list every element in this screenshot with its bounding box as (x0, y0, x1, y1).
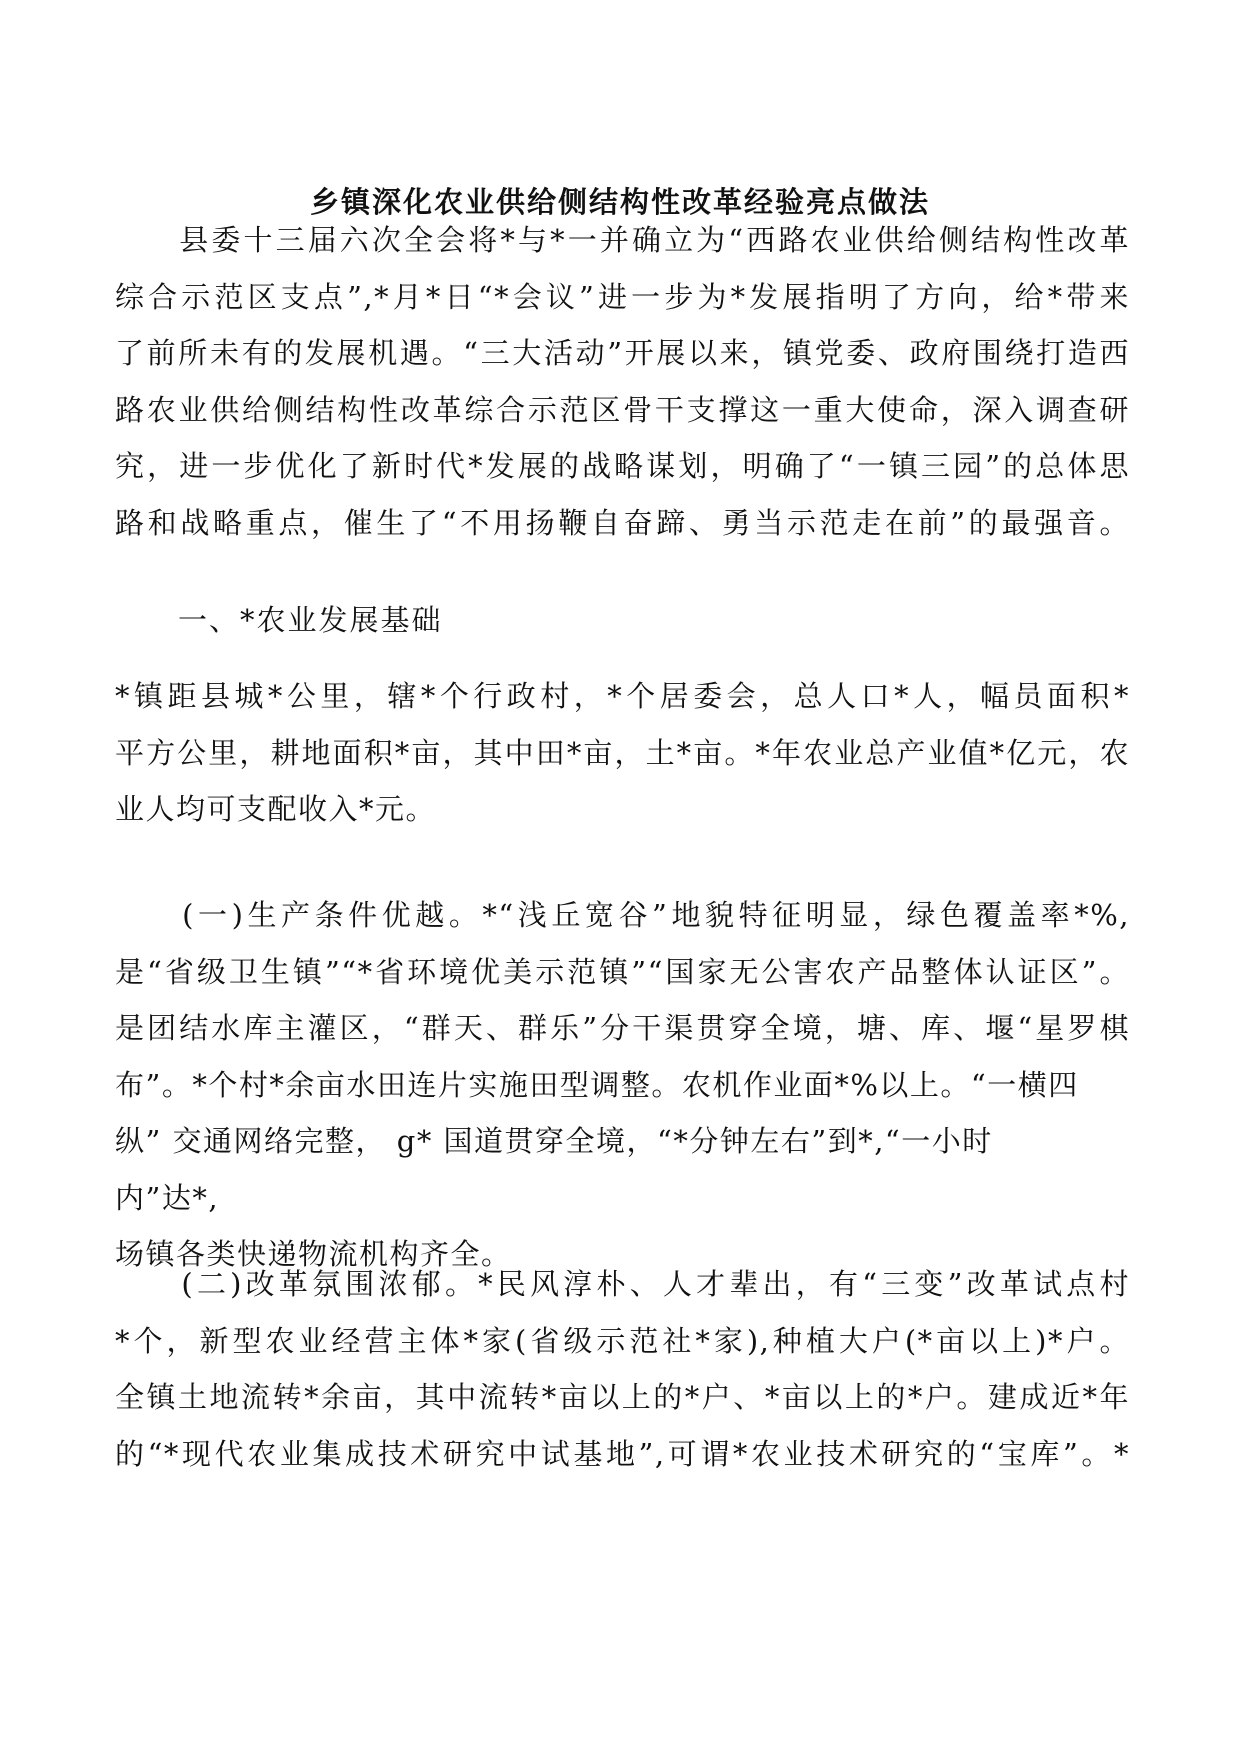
paragraph-line: 县委十三届六次全会将*与*一并确立为“西路农业供给侧结构性改革 (115, 223, 1130, 257)
paragraph-line: 了前所未有的发展机遇。“三大活动”开展以来，镇党委、政府围绕打造西 (115, 336, 1130, 370)
intro-paragraph (115, 212, 1130, 551)
paragraph-line: (二)改革氛围浓郁。*民风淳朴、人才辈出，有“三变”改革试点村 (115, 1267, 1130, 1301)
paragraph-line: 布”。*个村*余亩水田连片实施田型调整。农机作业面*%以上。“一横四 (115, 1067, 1079, 1102)
paragraph-line: 平方公里，耕地面积*亩，其中田*亩，土*亩。*年农业总产业值*亿元，农 (115, 735, 1130, 770)
paragraph-line: 路和战略重点，催生了“不用扬鞭自奋蹄、勇当示范走在前”的最强音。 (115, 505, 1130, 540)
section-heading: 一、*农业发展基础 (178, 603, 443, 637)
basics-paragraph (115, 668, 1130, 838)
paragraph-line: 究，进一步优化了新时代*发展的战略谋划，明确了“一镇三园”的总体思 (115, 449, 1130, 483)
paragraph-line: *镇距县城*公里，辖*个行政村，*个居委会，总人口*人，幅员面积* (115, 679, 1130, 713)
subsection-2-paragraph (115, 1256, 1130, 1482)
paragraph-line: 是“省级卫生镇”“*省环境优美示范镇”“国家无公害农产品整体认证区”。 (115, 954, 1130, 989)
paragraph-line: 内”达*, (115, 1180, 220, 1215)
paragraph-line: 综合示范区支点”,*月*日“*会议”进一步为*发展指明了方向，给*带来 (115, 279, 1130, 314)
document-title: 乡镇深化农业供给侧结构性改革经验亮点做法 (309, 185, 930, 219)
paragraph-line: 全镇土地流转*余亩，其中流转*亩以上的*户、*亩以上的*户。建成近*年 (115, 1380, 1130, 1414)
paragraph-line: 路农业供给侧结构性改革综合示范区骨干支撑这一重大使命，深入调查研 (115, 392, 1130, 427)
subsection-1-paragraph (115, 887, 1130, 1283)
paragraph-line: 的“*现代农业集成技术研究中试基地”,可谓*农业技术研究的“宝库”。* (115, 1436, 1130, 1471)
paragraph-line: 是团结水库主灌区，“群天、群乐”分干渠贯穿全境，塘、库、堰“星罗棋 (115, 1011, 1130, 1045)
paragraph-line: *个，新型农业经营主体*家(省级示范社*家),种植大户(*亩以上)*户。 (115, 1323, 1130, 1358)
paragraph-line: 业人均可支配收入*元。 (115, 792, 437, 826)
paragraph-line: 场镇各类快递物流机构齐全。 (115, 1237, 512, 1271)
paragraph-line: (一)生产条件优越。*“浅丘宽谷”地貌特征明显，绿色覆盖率*%, (115, 898, 1130, 932)
paragraph-line: 纵” 交通网络完整， g* 国道贯穿全境，“*分钟左右”到*,“一小时 (115, 1124, 993, 1158)
